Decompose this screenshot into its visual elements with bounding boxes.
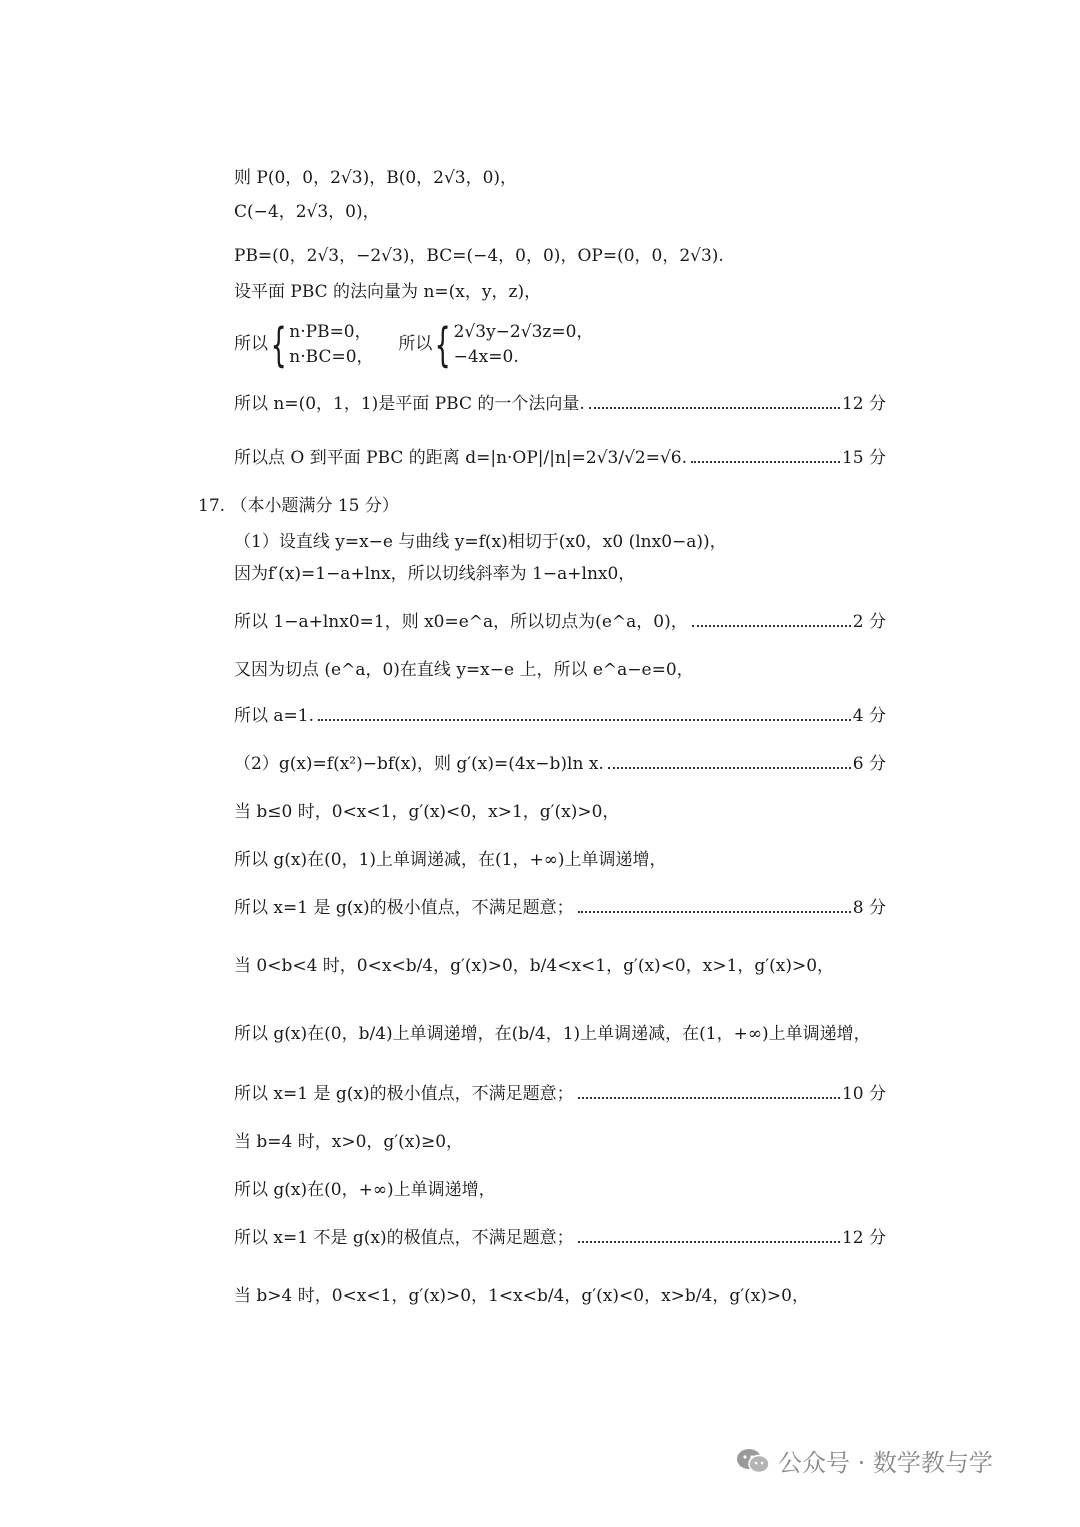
- line-case-b-le-0: 当 b≤0 时，0<x<1，g′(x)<0，x>1，g′(x)>0，: [234, 802, 620, 822]
- line-vectors: PB=(0，2√3，−2√3)，BC=(−4，0，0)，OP=(0，0，2√3).: [234, 246, 724, 266]
- line-tangent-point: [234, 614, 886, 631]
- tangent-point-text: 所以 1−a+lnx0=1，则 x0=e^a，所以切点为(e^a，0)，: [234, 612, 688, 632]
- leader-dots: [578, 1097, 840, 1099]
- line-case-0-b-4: 当 0<b<4 时，0<x<b/4，g′(x)>0，b/4<x<1，g′(x)<0，x>1，g′(x)>0，: [234, 956, 835, 976]
- left-brace-icon: {: [270, 317, 287, 372]
- leader-dots: [578, 1241, 840, 1243]
- line-coords-P-B: 则 P(0，0，2√3)，B(0，2√3，0)，: [234, 168, 518, 188]
- leader-dots: [691, 461, 840, 463]
- line-on-line: 又因为切点 (e^a，0)在直线 y=x−e 上，所以 e^a−e=0，: [234, 660, 694, 680]
- question-17-heading: 17. （本小题满分 15 分）: [198, 496, 399, 516]
- line-case-b-gt-4: 当 b>4 时，0<x<1，g′(x)>0，1<x<b/4，g′(x)<0，x>b/4，g′(x)>0，: [234, 1286, 809, 1306]
- line-normal-result: [234, 396, 886, 413]
- sys2-prefix: 所以: [398, 334, 433, 355]
- normal-vector-def: n=(x，y，z)，: [423, 282, 542, 302]
- system-2: [454, 320, 594, 369]
- leader-dots: [589, 407, 840, 409]
- line-not-extreme: [234, 1230, 886, 1247]
- line-case-b-eq-4: 当 b=4 时，x>0，g′(x)≥0，: [234, 1132, 464, 1152]
- sys1-prefix: 所以: [234, 334, 268, 355]
- not-extreme-text: 所以 x=1 不是 g(x)的极值点，不满足题意；: [234, 1228, 574, 1248]
- score-2: 2 分: [852, 612, 886, 632]
- line-monotonic-3: 所以 g(x)在(0，+∞)上单调递增，: [234, 1180, 496, 1200]
- score-6: 6 分: [852, 754, 886, 774]
- watermark: [736, 1443, 993, 1478]
- sys2-row1: 2√3y−2√3z=0，: [453, 322, 594, 342]
- min-point-1-text: 所以 x=1 是 g(x)的极小值点，不满足题意；: [234, 898, 574, 918]
- score-12b: 12 分: [841, 1228, 886, 1248]
- part2-g-text: （2）g(x)=f(x²)−bf(x)，则 g′(x)=(4x−b)ln x.: [234, 754, 604, 774]
- line-a-value: [234, 708, 886, 725]
- normal-vector-intro: 设平面 PBC 的法向量为: [234, 282, 424, 302]
- left-brace-icon: {: [434, 317, 452, 372]
- line-min-point-2: [234, 1086, 886, 1103]
- line-monotonic-1: 所以 g(x)在(0，1)上单调递减，在(1，+∞)上单调递增，: [234, 850, 667, 870]
- line-coords-C: C(−4，2√3，0)，: [234, 202, 380, 222]
- line-normal-vector: [234, 284, 541, 301]
- a-value-text: 所以 a=1.: [234, 706, 315, 726]
- min-point-2-text: 所以 x=1 是 g(x)的极小值点，不满足题意；: [234, 1084, 574, 1104]
- line-part2-g: [234, 756, 886, 773]
- normal-result-text: 所以 n=(0，1，1)是平面 PBC 的一个法向量.: [234, 394, 585, 414]
- line-min-point-1: [234, 900, 886, 917]
- score-10: 10 分: [841, 1084, 886, 1104]
- leader-dots: [608, 767, 851, 769]
- sys1-row1: n·PB=0，: [289, 322, 372, 342]
- sys1-row2: n·BC=0，: [289, 346, 374, 367]
- line-monotonic-2: 所以 g(x)在(0，b/4)上单调递增，在(b/4，1)上单调递减，在(1，+∞)上单调递增，: [234, 1024, 871, 1044]
- watermark-text: 公众号 · 数学教与学: [778, 1449, 993, 1477]
- wechat-icon: [736, 1447, 770, 1475]
- equation-systems: [234, 317, 594, 372]
- leader-dots: [318, 719, 851, 721]
- leader-dots: [692, 625, 851, 627]
- sys2-row2: −4x=0.: [453, 346, 519, 367]
- line-part1-tangent: （1）设直线 y=x−e 与曲线 y=f(x)相切于(x0，x0 (lnx0−a))，: [234, 532, 727, 552]
- score-12: 12 分: [841, 394, 886, 414]
- score-8: 8 分: [852, 898, 886, 918]
- score-15: 15 分: [841, 448, 886, 468]
- line-distance: [234, 450, 886, 467]
- score-4: 4 分: [852, 706, 886, 726]
- leader-dots: [578, 911, 851, 913]
- distance-text: 所以点 O 到平面 PBC 的距离 d=|n·OP|/|n|=2√3/√2=√6.: [234, 448, 688, 468]
- system-1: [289, 320, 373, 369]
- line-derivative: 因为f′(x)=1−a+lnx，所以切线斜率为 1−a+lnx0，: [234, 564, 636, 584]
